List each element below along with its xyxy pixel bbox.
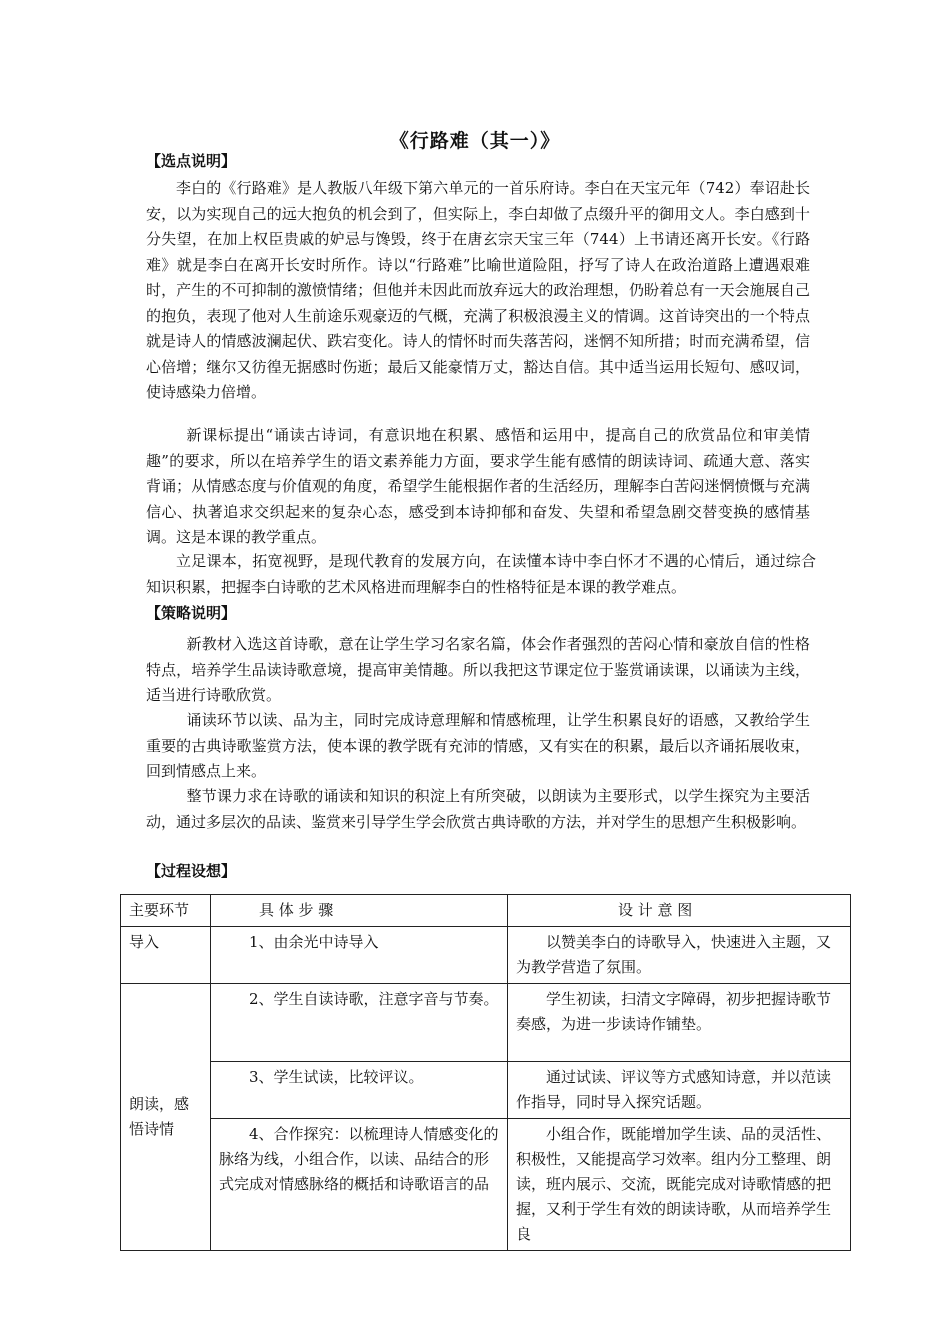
process-table <box>120 894 851 1251</box>
table-cell-intent <box>508 1062 851 1119</box>
intent-text: 小组合作，既能增加学生读、品的灵活性、积极性，又能提高学习效率。组内分工整理、朗读，班内展示、交流，既能完成对诗歌情感的把握，又利于学生有效的朗读诗歌，从而培养学生良 <box>516 1125 832 1243</box>
paragraph: 立足课本，拓宽视野，是现代教育的发展方向，在读懂本诗中李白怀才不遇的心情后，通过综合知识积累，把握李白诗歌的艺术风格进而理解李白的性格特征是本课的教学难点。 <box>146 552 816 596</box>
paragraph: 新课标提出“诵读古诗词，有意识地在积累、感悟和运用中，提高自己的欣赏品位和审美情趣”的要求，所以在培养学生的语文素养能力方面，要求学生能有感情的朗读诗词、疏通大意、落实背诵；从情感态度与价值观的角度，希望学生能根据作者的生活经历，理解李白苦闷迷惘愤慨与充满信心、执著追求交织起来的复杂心态，感受到本诗抑郁和奋发、失望和希望急剧交替变换的感情基调。这是本课的教学重点。 <box>146 426 810 546</box>
table-cell-step <box>211 927 508 984</box>
table-cell-step <box>211 984 508 1062</box>
paragraph: 整节课力求在诗歌的诵读和知识的积淀上有所突破，以朗读为主要形式，以学生探究为主要活动，通过多层次的品读、鉴赏来引导学生学会欣赏古典诗歌的方法，并对学生的思想产生积极影响。 <box>146 787 810 831</box>
table-cell-stage: 朗读，感悟诗情 <box>121 984 211 1251</box>
section-heading-selection: 【选点说明】 <box>146 152 237 170</box>
table-cell-stage: 导入 <box>121 927 211 984</box>
step-text: 3、学生试读，比较评议。 <box>249 1068 424 1086</box>
table-row <box>121 984 851 1062</box>
table-cell-intent <box>508 984 851 1062</box>
table-row <box>121 927 851 984</box>
table-header: 具 体 步 骤 <box>211 895 508 927</box>
step-text: 4、合作探究：以梳理诗人情感变化的脉络为线，小组合作，以读、品结合的形式完成对情感脉络的概括和诗歌语言的品 <box>219 1125 499 1193</box>
intent-text: 通过试读、评议等方式感知诗意，并以范读作指导，同时导入探究话题。 <box>516 1068 832 1111</box>
table-cell-intent <box>508 1119 851 1251</box>
table-header-row <box>121 895 851 927</box>
paragraph: 诵读环节以读、品为主，同时完成诗意理解和情感梳理，让学生积累良好的语感，又教给学生重要的古典诗歌鉴赏方法，使本课的教学既有充沛的情感，又有实在的积累，最后以齐诵拓展收束，回到情感点上来。 <box>146 711 810 780</box>
intent-text: 学生初读，扫清文字障碍，初步把握诗歌节奏感，为进一步读诗作铺垫。 <box>516 990 832 1033</box>
section-heading-strategy: 【策略说明】 <box>146 604 237 622</box>
table-cell-step <box>211 1062 508 1119</box>
section-heading-process: 【过程设想】 <box>146 862 237 880</box>
table-cell-step <box>211 1119 508 1251</box>
page-title: 《行路难（其一）》 <box>389 130 561 152</box>
table-row <box>121 1119 851 1251</box>
paragraph: 新教材入选这首诗歌，意在让学生学习名家名篇，体会作者强烈的苦闷心情和豪放自信的性格特点，培养学生品读诗歌意境，提高审美情趣。所以我把这节课定位于鉴赏诵读课，以诵读为主线，适当进行诗歌欣赏。 <box>146 635 810 704</box>
intent-text: 以赞美李白的诗歌导入，快速进入主题，又为教学营造了氛围。 <box>516 933 832 976</box>
table-header: 主要环节 <box>121 895 211 927</box>
table-row <box>121 1062 851 1119</box>
paragraph: 李白的《行路难》是人教版八年级下第六单元的一首乐府诗。李白在天宝元年（742）奉诏赴长安，以为实现自己的远大抱负的机会到了，但实际上，李白却做了点缀升平的御用文人。李白感到十分失望，在加上权臣贵戚的妒忌与馋毁，终于在唐玄宗天宝三年（744）上书请还离开长安。《行路难》就是李白在离开长安时所作。诗以“行路难”比喻世道险阻，抒写了诗人在政治道路上遭遇艰难时，产生的不可抑制的激愤情绪；但他并未因此而放弃远大的政治理想，仍盼着总有一天会施展自己的抱负，表现了他对人生前途乐观豪迈的气概，充满了积极浪漫主义的情调。这首诗突出的一个特点就是诗人的情感波澜起伏、跌宕变化。诗人的情怀时而失落苦闷，迷惘不知所措；时而充满希望，信心倍增；继尔又彷徨无据感时伤逝；最后又能豪情万丈，豁达自信。其中适当运用长短句、感叹词，使诗感染力倍增。 <box>146 179 810 401</box>
step-text: 1、由余光中诗导入 <box>249 933 379 951</box>
table-header: 设 计 意 图 <box>508 895 851 927</box>
step-text: 2、学生自读诗歌，注意字音与节奏。 <box>249 990 499 1008</box>
table-cell-intent <box>508 927 851 984</box>
